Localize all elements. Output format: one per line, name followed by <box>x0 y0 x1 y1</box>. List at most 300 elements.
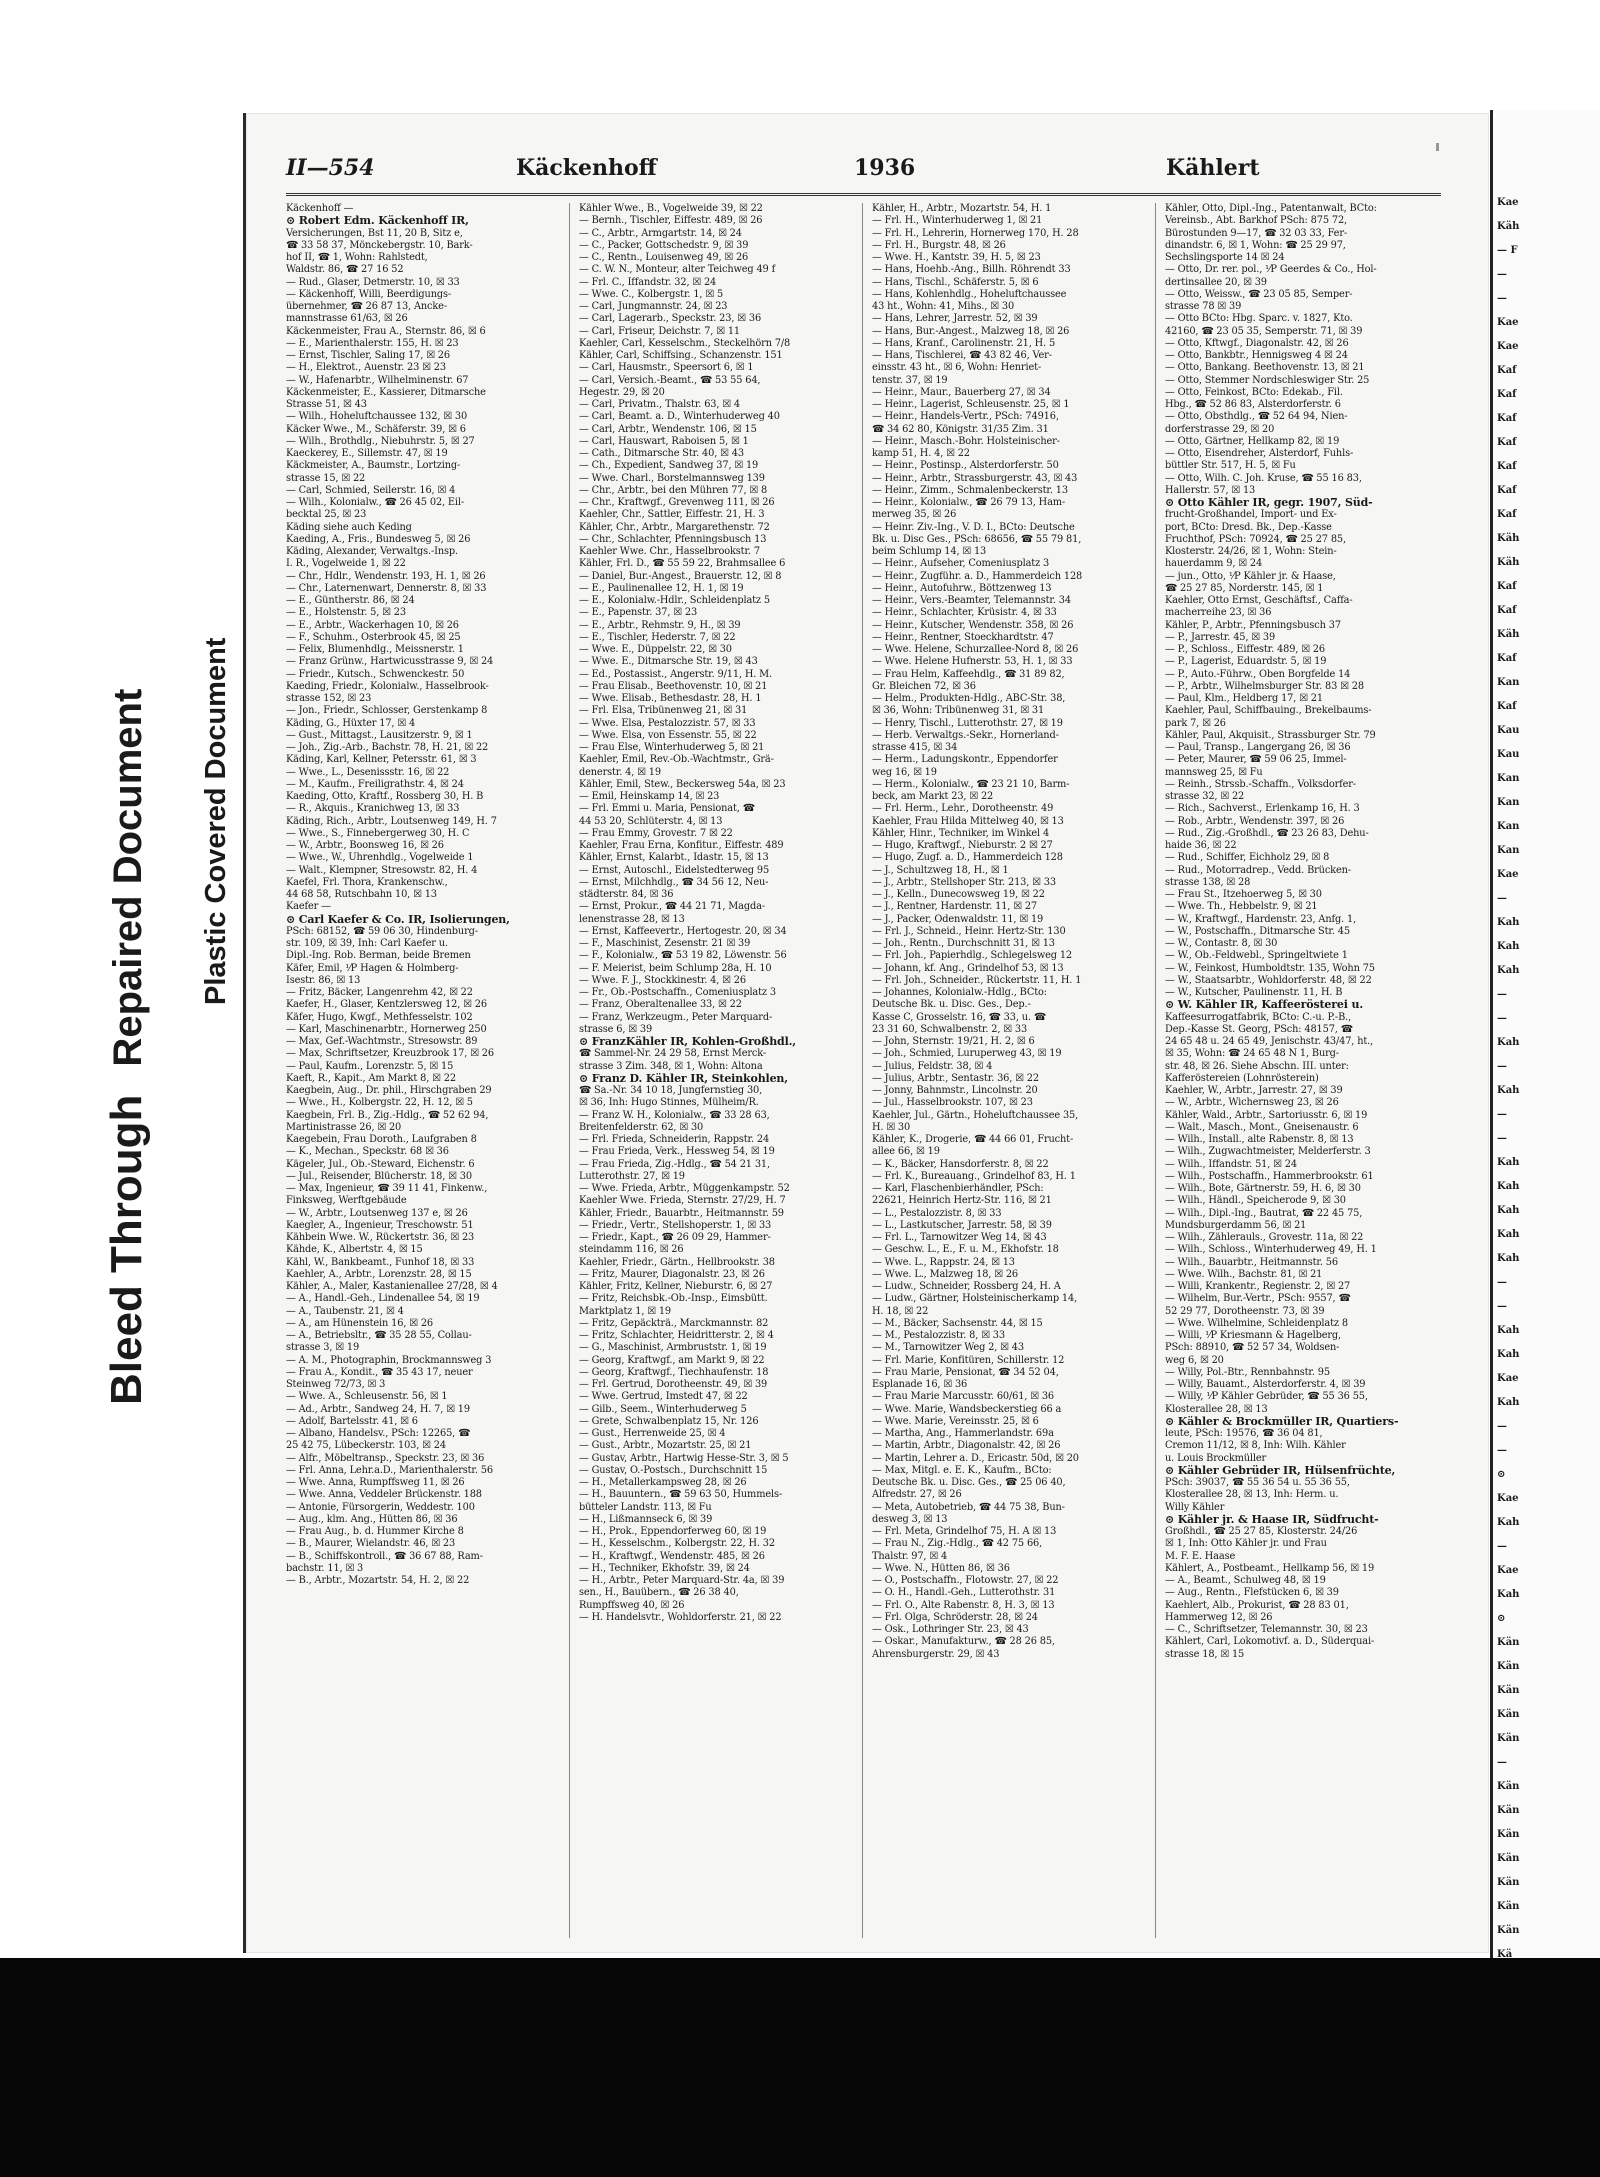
margin-fragment: Kah <box>1497 1085 1520 1096</box>
directory-entry-line: strasse 15, ☒ 22 <box>286 472 366 484</box>
directory-entry-line: — C., Arbtr., Armgartstr. 14, ☒ 24 <box>579 227 742 239</box>
margin-fragment: Kan <box>1497 845 1520 856</box>
directory-entry-line: tenstr. 37, ☒ 19 <box>872 374 948 386</box>
directory-entry-line: — Wwe. Helene, Schurzallee-Nord 8, ☒ 26 <box>872 644 1079 655</box>
directory-entry-line: — Hans, Kohlenhdlg., Hoheluftchaussee <box>872 288 1067 300</box>
scan-mark <box>1436 143 1439 151</box>
directory-entry-line: — K., Mechan., Speckstr. 68 ☒ 36 <box>286 1146 449 1158</box>
directory-entry-line: Kähler, K., Drogerie, ☎ 44 66 01, Frucht- <box>872 1134 1074 1145</box>
directory-entry-line: strasse 152, ☒ 23 <box>286 693 372 704</box>
directory-entry-line: — Karl, Flaschenbierhändler, PSch: <box>872 1183 1044 1194</box>
directory-entry-line: — H. Handelsvtr., Wohldorferstr. 21, ☒ 22 <box>579 1611 782 1623</box>
directory-entry-line: — Fritz, Maurer, Diagonalstr. 23, ☒ 26 <box>579 1268 765 1280</box>
directory-entry-line: — Wwe., H., Kolbergstr. 22, H. 12, ☒ 5 <box>286 1097 473 1109</box>
directory-entry-line: — Frau A., Kondit., ☎ 35 43 17, neuer <box>286 1366 473 1378</box>
directory-entry-line: Kähler, P., Arbtr., Pfenningsbusch 37 <box>1165 619 1341 631</box>
directory-entry-line: strasse 18, ☒ 15 <box>1165 1648 1245 1660</box>
directory-entry-line: — Wilh., Zugwachtmeister, Melderferstr. 3 <box>1165 1146 1371 1158</box>
directory-entry-line: — Jul., Reisender, Blücherstr. 18, ☒ 30 <box>286 1170 472 1182</box>
directory-entry-line: — E., Papenstr. 37, ☒ 23 <box>579 607 698 619</box>
directory-entry-line: Hallerstr. 57, ☒ 13 <box>1165 484 1256 496</box>
margin-fragment: ⊙ <box>1497 1469 1506 1480</box>
directory-entry-line: — Frau Marie, Pensionat, ☎ 34 52 04, <box>872 1366 1059 1378</box>
directory-entry-line: — Carl, Beamt. a. D., Winterhuderweg 40 <box>579 411 780 423</box>
directory-entry-line: Kaehler, Jul., Gärtn., Hoheluftchaussee 35, <box>872 1109 1079 1121</box>
directory-entry-line: 22621, Heinrich Hertz-Str. 116, ☒ 21 <box>872 1195 1052 1207</box>
directory-entry-line: — Aug., klm. Ang., Hütten 86, ☒ 36 <box>286 1513 458 1525</box>
directory-entry-line: — Käckenhoff, Willi, Beerdigungs- <box>286 288 452 300</box>
margin-fragment: — <box>1497 989 1507 1000</box>
directory-entry-line: — E., Marienthalerstr. 155, H. ☒ 23 <box>286 337 459 349</box>
directory-entry-line: — Julius, Arbtr., Sentastr. 36, ☒ 22 <box>872 1072 1039 1084</box>
directory-entry-line: beim Schlump 14, ☒ 13 <box>872 546 987 557</box>
directory-entry-line: — Osk., Lothringer Str. 23, ☒ 43 <box>872 1624 1029 1635</box>
directory-entry-line: — Johann, kf. Ang., Grindelhof 53, ☒ 13 <box>872 962 1064 974</box>
margin-fragment: — <box>1497 1277 1507 1288</box>
margin-fragment: Kän <box>1497 1853 1520 1864</box>
directory-entry-line: — Willi, ¹⁄P Kriesmann & Hagelberg, <box>1165 1330 1341 1341</box>
directory-entry-line: — P., Arbtr., Wilhelmsburger Str. 83 ☒ 28 <box>1165 680 1364 692</box>
directory-entry-line: Kähler, Carl, Schiffsing., Schanzenstr. 151 <box>579 350 783 361</box>
directory-entry-line: weg 6, ☒ 20 <box>1165 1354 1224 1366</box>
directory-entry-line: Sechslingsporte 14 ☒ 24 <box>1165 252 1285 263</box>
directory-entry-line: dinandstr. 6, ☒ 1, Wohn: ☎ 25 29 97, <box>1165 239 1346 251</box>
directory-entry-line: — M., Kaufm., Freiligrathstr. 4, ☒ 24 <box>286 778 464 790</box>
directory-entry-line: — Wwe. Wilh., Bachstr. 81, ☒ 21 <box>1165 1268 1323 1280</box>
margin-fragment: Kän <box>1497 1877 1520 1888</box>
directory-entry-line: Klosterallee 28, ☒ 13, Inh: Herm. u. <box>1165 1489 1339 1501</box>
margin-fragment: — <box>1497 893 1507 904</box>
directory-entry-line: Strasse 51, ☒ 43 <box>286 399 367 410</box>
directory-entry-line: — Jonny, Bahnmstr., Lincolnstr. 20 <box>872 1085 1038 1096</box>
directory-entry-line: ⊙ Kähler jr. & Haase IR, Südfrucht- <box>1165 1513 1379 1526</box>
directory-entry-line: Käckmeister, A., Baumstr., Lortzing- <box>286 460 461 472</box>
margin-fragment: Kah <box>1497 1253 1520 1264</box>
directory-entry-line: — Reinh., Strssb.-Schaffn., Volksdorfer- <box>1165 778 1356 790</box>
repaired-document-text: Repaired Document <box>106 688 150 1067</box>
directory-entry-line: sen., H., Bauübern., ☎ 26 38 40, <box>579 1587 739 1599</box>
directory-entry-line: — Gust., Arbtr., Mozartstr. 25, ☒ 21 <box>579 1440 752 1452</box>
directory-entry-line: Kaehler Wwe. Chr., Hasselbrookstr. 7 <box>579 546 760 557</box>
directory-entry-line: — Ludw., Schneider, Rossberg 24, H. A <box>872 1281 1061 1292</box>
directory-entry-line: Kaffeesurrogatfabrik, BCto: C.-u. P.-B., <box>1165 1011 1352 1023</box>
directory-entry-line: allee 66, ☒ 19 <box>872 1146 940 1158</box>
directory-entry-line: str. 109, ☒ 39, Inh: Carl Kaefer u. <box>286 938 448 949</box>
directory-entry-line: — H., Kraftwgf., Wendenstr. 485, ☒ 26 <box>579 1550 765 1562</box>
directory-entry-line: — Wwe. C., Kolbergstr. 1, ☒ 5 <box>579 288 724 300</box>
directory-entry-line: — Frl. O., Alte Rabenstr. 8, H. 3, ☒ 13 <box>872 1599 1055 1611</box>
directory-entry-line: — Martin, Arbtr., Diagonalstr. 42, ☒ 26 <box>872 1440 1061 1452</box>
directory-entry-line: — Hans, Tischl., Schäferstr. 5, ☒ 6 <box>872 276 1039 288</box>
directory-entry-line: — Frl. Marie, Konfitüren, Schillerstr. 12 <box>872 1354 1065 1366</box>
directory-entry-line: Fruchthof, PSch: 70924, ☎ 25 27 85, <box>1165 533 1346 545</box>
directory-entry-line: Kaehler, Frau Erna, Konfitur., Eiffestr. 489 <box>579 840 784 851</box>
directory-entry-line: Kaegbein, Frl. B., Zig.-Hdlg., ☎ 52 62 94, <box>286 1109 489 1121</box>
directory-entry-line: Thalstr. 97, ☒ 4 <box>872 1550 948 1562</box>
directory-entry-line: — Heinr., Kutscher, Wendenstr. 358, ☒ 26 <box>872 619 1074 631</box>
directory-entry-line: ⊙ Carl Kaefer & Co. IR, Isolierungen, <box>286 913 510 926</box>
directory-entry-line: — Frau St., Itzehoerweg 5, ☒ 30 <box>1165 889 1322 900</box>
directory-entry-line: — Willi, Krankentr., Regienstr. 2, ☒ 27 <box>1165 1281 1351 1292</box>
directory-entry-line: Kaehler, Otto Ernst, Geschäftsf., Caffa- <box>1165 595 1353 606</box>
directory-entry-line: — Fritz, Gepäckträ., Marckmannstr. 82 <box>579 1317 769 1329</box>
directory-entry-line: Breitenfelderstr. 62, ☒ 30 <box>579 1121 704 1133</box>
directory-entry-line: — P., Lagerist, Eduardstr. 5, ☒ 19 <box>1165 656 1327 668</box>
directory-entry-line: — W., Arbtr., Wichernsweg 23, ☒ 26 <box>1165 1097 1339 1109</box>
directory-entry-line: — W., Arbtr., Boonsweg 16, ☒ 26 <box>286 840 444 851</box>
directory-columns <box>284 203 1449 1943</box>
directory-entry-line: Kähler, Otto, Dipl.-Ing., Patentanwalt, BCto: <box>1165 203 1377 214</box>
directory-entry-line: Kähler, Hinr., Techniker, im Winkel 4 <box>872 827 1050 839</box>
directory-entry-line: Deutsche Bk. u. Disc. Ges., ☎ 25 06 40, <box>872 1477 1066 1488</box>
directory-entry-line: — Frl. Herm., Lehr., Dorotheenstr. 49 <box>872 803 1054 815</box>
directory-entry-line: — H., Bauuntern., ☎ 59 63 50, Hummels- <box>579 1489 783 1501</box>
directory-entry-line: Käckenmeister, E., Kassierer, Ditmarsche <box>286 386 486 398</box>
directory-entry-line: Rumpffsweg 40, ☒ 26 <box>579 1599 685 1611</box>
directory-entry-line: — Wwe. Wilhelmine, Schleidenplatz 8 <box>1165 1317 1348 1329</box>
margin-fragment: — <box>1497 1109 1507 1120</box>
margin-fragment: — <box>1497 1445 1507 1456</box>
directory-entry-line: strasse 78 ☒ 39 <box>1165 301 1242 312</box>
directory-entry-line: dertinsallee 20, ☒ 39 <box>1165 276 1267 288</box>
directory-entry-line: — A., Betriebsltr., ☎ 35 28 55, Collau- <box>286 1330 472 1341</box>
directory-entry-line: — Otto, Gärtner, Hellkamp 82, ☒ 19 <box>1165 435 1340 447</box>
directory-entry-line: — Heinr., Zugführ. a. D., Hammerdeich 128 <box>872 570 1083 582</box>
directory-entry-line: — A. M., Photographin, Brockmannsweg 3 <box>286 1354 492 1366</box>
directory-entry-line: — Chr., Laternenwart, Dennerstr. 8, ☒ 33 <box>286 582 487 594</box>
directory-entry-line: — Wwe. Helene Hufnerstr. 53, H. 1, ☒ 33 <box>872 656 1073 668</box>
directory-entry-line: Kähl, W., Bankbeamt., Funhof 18, ☒ 33 <box>286 1256 475 1268</box>
directory-entry-line: — Ernst, Autoschl., Eidelstedterweg 95 <box>579 864 770 876</box>
margin-fragment: Kah <box>1497 1589 1520 1600</box>
directory-entry-line: — Carl, Jungmannstr. 24, ☒ 23 <box>579 301 728 312</box>
directory-entry-line: — Wwe. Marie, Vereinsstr. 25, ☒ 6 <box>872 1415 1039 1427</box>
directory-entry-line: mannstrasse 61/63, ☒ 26 <box>286 313 408 325</box>
directory-entry-line: — Hans, Bur.-Angest., Malzweg 18, ☒ 26 <box>872 325 1070 337</box>
directory-entry-line: — Gust., Mittagst., Lausitzerstr. 9, ☒ 1 <box>286 729 473 741</box>
directory-entry-line: merweg 35, ☒ 26 <box>872 509 957 521</box>
directory-entry-line: — Heinr., Aufseher, Comeniusplatz 3 <box>872 558 1050 570</box>
directory-entry-line: — Hans, Tischlerei, ☎ 43 82 46, Ver- <box>872 350 1052 361</box>
directory-entry-line: — L., Pestalozzistr. 8, ☒ 33 <box>872 1207 1002 1219</box>
margin-fragment: Kae <box>1497 317 1519 328</box>
bleed-through-text: Bleed Through <box>102 1094 151 1405</box>
column-2 <box>577 203 863 1938</box>
directory-entry-line: — Rob., Arbtr., Wendenstr. 397, ☒ 26 <box>1165 815 1345 827</box>
directory-entry-line: — Herm., Ladungskontr., Eppendorfer <box>872 754 1058 766</box>
directory-entry-line: — Herm., Kolonialw., ☎ 23 21 10, Barm- <box>872 778 1070 790</box>
directory-entry-line: park 7, ☒ 26 <box>1165 717 1226 729</box>
directory-entry-line: ⊙ Franz D. Kähler IR, Steinkohlen, <box>579 1072 788 1085</box>
directory-entry-line: — Heinr., Masch.-Bohr. Holsteinischer- <box>872 435 1060 447</box>
plastic-covered-text: Plastic Covered Document <box>200 637 232 1005</box>
directory-entry-line: ☎ 34 62 80, Königstr. 31/35 Zim. 31 <box>872 423 1049 435</box>
directory-entry-line: Kähler, Chr., Arbtr., Margarethenstr. 72 <box>579 521 770 533</box>
margin-fragment: Kän <box>1497 1781 1520 1792</box>
directory-entry-line: strasse 3 Zim. 348, ☒ 1, Wohn: Altona <box>579 1060 763 1072</box>
directory-entry-line: Dep.-Kasse St. Georg, PSch: 48157, ☎ <box>1165 1023 1353 1035</box>
directory-entry-line: — Walt., Masch., Mont., Gneisenaustr. 6 <box>1165 1121 1359 1133</box>
directory-entry-line: Kaegler, A., Ingenieur, Treschowstr. 51 <box>286 1219 474 1231</box>
margin-fragment: Kaf <box>1497 485 1517 496</box>
directory-entry-line: — Ernst, Kaffeevertr., Hertogestr. 20, ☒ 34 <box>579 925 787 937</box>
margin-fragment: Kaf <box>1497 389 1517 400</box>
directory-entry-line: Käcker Wwe., M., Schäferstr. 39, ☒ 6 <box>286 423 466 435</box>
directory-entry-line: — H., Arbtr., Peter Marquard-Str. 4a, ☒ 39 <box>579 1575 785 1586</box>
directory-entry-line: ☎ Sa.-Nr. 34 10 18, Jungfernstieg 30, <box>579 1085 763 1096</box>
directory-entry-line: — Frau Aug., b. d. Hummer Kirche 8 <box>286 1526 464 1537</box>
directory-entry-line: — Helm., Produkten-Hdlg., ABC-Str. 38, <box>872 693 1066 704</box>
directory-entry-line: — J., Schultzweg 18, H., ☒ 1 <box>872 864 1009 876</box>
directory-entry-line: Kaeft, R., Kapit., Am Markt 8, ☒ 22 <box>286 1072 456 1084</box>
directory-entry-line: — C. W. N., Monteur, alter Teichweg 49 f <box>579 264 776 276</box>
directory-entry-line: — Wwe. N., Hütten 86, ☒ 36 <box>872 1562 1010 1574</box>
directory-entry-line: — E., Tischler, Hederstr. 7, ☒ 22 <box>579 631 736 643</box>
directory-entry-line: — Wilh., Händl., Speicherode 9, ☒ 30 <box>1165 1195 1346 1207</box>
directory-entry-line: — Georg, Kraftwgf., am Markt 9, ☒ 22 <box>579 1354 765 1366</box>
margin-fragment: — F <box>1497 245 1518 256</box>
directory-entry-line: — K., Bäcker, Hansdorferstr. 8, ☒ 22 <box>872 1158 1049 1170</box>
directory-entry-line: — E., Kolonialw.-Hdlr., Schleidenplatz 5 <box>579 595 770 606</box>
directory-entry-line: — Frl. Olga, Schröderstr. 28, ☒ 24 <box>872 1611 1038 1623</box>
directory-entry-line: Hbg., ☎ 52 86 83, Alsterdorferstr. 6 <box>1165 399 1341 410</box>
directory-entry-line: — Ernst, Milchhdlg., ☎ 34 56 12, Neu- <box>579 876 769 888</box>
directory-entry-line: — Heinr., Maur., Bauerberg 27, ☒ 34 <box>872 386 1051 398</box>
directory-entry-line: — Frl. Joh., Papierhdlg., Schlegelsweg 12 <box>872 950 1072 962</box>
directory-entry-line: — Otto, Feinkost, BCto: Edekab., Fil. <box>1165 386 1343 398</box>
margin-fragment: Kän <box>1497 1709 1520 1720</box>
directory-entry-line: — Oskar., Manufakturw., ☎ 28 26 85, <box>872 1636 1055 1648</box>
directory-entry-line: — Frl. C., Iffandstr. 32, ☒ 24 <box>579 276 717 288</box>
directory-entry-line: — A., Taubenstr. 21, ☒ 4 <box>286 1305 404 1317</box>
directory-entry-line: — Heinr., Schlachter, Krüsistr. 4, ☒ 33 <box>872 607 1057 619</box>
directory-entry-line: dorferstrasse 29, ☒ 20 <box>1165 423 1275 435</box>
directory-entry-line: — Frl. Anna, Lehr.a.D., Marienthalerstr. 56 <box>286 1464 493 1476</box>
directory-entry-line: — Willy, Bauamt., Alsterdorferstr. 4, ☒ 39 <box>1165 1379 1366 1390</box>
directory-entry-line: — Wwe. Charl., Borstelmannsweg 139 <box>579 472 765 484</box>
directory-entry-line: Vereinsb., Abt. Barkhof PSch: 875 72, <box>1165 215 1348 227</box>
margin-fragment: Kä <box>1497 1949 1513 1960</box>
directory-entry-line: — Geschw. L., E., F. u. M., Ekhofstr. 18 <box>872 1244 1059 1256</box>
directory-entry-line: Kähler, Paul, Akquisit., Strassburger Str. 79 <box>1165 729 1376 741</box>
directory-entry-line: — W., Ob.-Feldwebl., Springeltwiete 1 <box>1165 950 1348 962</box>
directory-entry-line: — B., Schiffskontroll., ☎ 36 67 88, Ram- <box>286 1550 483 1562</box>
directory-entry-line: Lutterothstr. 27, ☒ 19 <box>579 1170 685 1182</box>
directory-entry-line: — Frl. H., Winterhuderweg 1, ☒ 21 <box>872 215 1043 227</box>
directory-entry-line: Deutsche Bk. u. Disc. Ges., Dep.- <box>872 999 1031 1011</box>
directory-entry-line: — Friedr., Kutsch., Schwenckestr. 50 <box>286 668 465 680</box>
directory-entry-line: — Alfr., Möbeltransp., Speckstr. 23, ☒ 36 <box>286 1452 485 1464</box>
directory-entry-line: Kähler, A., Maler, Kastanienallee 27/28, ☒ 4 <box>286 1281 498 1292</box>
directory-entry-line: — W., Kutscher, Paulinenstr. 11, H. B <box>1165 987 1343 998</box>
directory-entry-line: Kähbein Wwe. W., Rückertstr. 36, ☒ 23 <box>286 1232 475 1243</box>
margin-fragment: Kah <box>1497 1205 1520 1216</box>
directory-entry-line: — Otto BCto: Hbg. Sparc. v. 1827, Kto. <box>1165 313 1353 325</box>
directory-entry-line: — Carl, Hauswart, Raboisen 5, ☒ 1 <box>579 435 749 447</box>
directory-entry-line: strasse 138, ☒ 28 <box>1165 876 1251 888</box>
directory-entry-line: — P., Schloss., Eiffestr. 489, ☒ 26 <box>1165 644 1325 655</box>
directory-entry-line: — Wwe. Elsa, von Essenstr. 55, ☒ 22 <box>579 729 757 741</box>
directory-entry-line: Kähler, Fritz, Kellner, Nieburstr. 6, ☒ 27 <box>579 1281 773 1292</box>
directory-entry-line: hof II, ☎ 1, Wohn: Rahlstedt, <box>286 252 428 263</box>
directory-entry-line: — Frl. H., Burgstr. 48, ☒ 26 <box>872 239 1006 251</box>
directory-entry-line: Dipl.-Ing. Rob. Berman, beide Bremen <box>286 950 471 962</box>
directory-entry-line: Kaehlert, Alb., Prokurist, ☎ 28 83 01, <box>1165 1599 1349 1611</box>
directory-entry-line: Gr. Bleichen 72, ☒ 36 <box>872 680 976 692</box>
directory-entry-line: — W., Contastr. 8, ☒ 30 <box>1165 938 1278 949</box>
directory-entry-line: — Otto, Bankbtr., Hennigsweg 4 ☒ 24 <box>1165 350 1348 361</box>
margin-fragment: — <box>1497 1133 1507 1144</box>
directory-entry-line: Marktplatz 1, ☒ 19 <box>579 1305 672 1317</box>
directory-entry-line: — Frau Emmy, Grovestr. 7 ☒ 22 <box>579 827 733 839</box>
directory-entry-line: — Heinr., Arbtr., Strassburgerstr. 43, ☒ 43 <box>872 472 1078 484</box>
directory-entry-line: — W., Postschaffn., Ditmarsche Str. 45 <box>1165 925 1350 937</box>
directory-entry-line: — Frl. Frieda, Schneiderin, Rappstr. 24 <box>579 1134 770 1145</box>
margin-fragment: Kae <box>1497 1493 1519 1504</box>
directory-entry-line: — Wwe. Th., Hebbelstr. 9, ☒ 21 <box>1165 901 1318 913</box>
directory-entry-line: ☎ Sammel-Nr. 24 29 58, Ernst Merck- <box>579 1048 766 1060</box>
directory-entry-line: — Wwe. Gertrud, Imstedt 47, ☒ 22 <box>579 1391 748 1403</box>
directory-entry-line: — Otto, Dr. rer. pol., ¹⁄P Geerdes & Co., Hol- <box>1165 264 1377 276</box>
directory-entry-line: strasse 32, ☒ 22 <box>1165 791 1245 802</box>
directory-entry-line: — Gilb., Seem., Winterhuderweg 5 <box>579 1403 747 1415</box>
directory-entry-line: strasse 6, ☒ 39 <box>579 1023 653 1035</box>
directory-entry-line: bütteler Landstr. 113, ☒ Fu <box>579 1501 712 1513</box>
margin-fragment: Käh <box>1497 533 1520 544</box>
scan-background-bottom <box>0 1958 1600 2177</box>
directory-entry-line: Alfredstr. 27, ☒ 26 <box>872 1489 962 1501</box>
directory-entry-line: — Franz W. H., Kolonialw., ☎ 33 28 63, <box>579 1109 770 1121</box>
directory-entry-line: H. 18, ☒ 22 <box>872 1305 929 1317</box>
directory-entry-line: — Ad., Arbtr., Sandweg 24, H. 7, ☒ 19 <box>286 1403 470 1415</box>
margin-fragment: Kaf <box>1497 461 1517 472</box>
directory-entry-line: — Friedr., Kapt., ☎ 26 09 29, Hammer- <box>579 1232 771 1243</box>
directory-entry-line: — Hans, Kranf., Carolinenstr. 21, H. 5 <box>872 337 1056 349</box>
directory-entry-line: — B., Maurer, Wielandstr. 46, ☒ 23 <box>286 1538 456 1550</box>
directory-entry-line: — H., Techniker, Ekhofstr. 39, ☒ 24 <box>579 1562 750 1574</box>
directory-entry-line: — H., Kesselschm., Kolbergstr. 22, H. 32 <box>579 1538 775 1550</box>
directory-entry-line: — Wilh., Bauarbtr., Heitmannstr. 56 <box>1165 1256 1338 1268</box>
directory-entry-line: u. Louis Brockmüller <box>1165 1452 1267 1464</box>
directory-entry-line: — P., Jarrestr. 45, ☒ 39 <box>1165 631 1276 643</box>
directory-entry-line: Kaehler, Carl, Kesselschm., Steckelhörn 7/8 <box>579 337 791 349</box>
directory-entry-line: denerstr. 4, ☒ 19 <box>579 766 661 778</box>
directory-entry-line: — Frau Frieda, Zig.-Hdlg., ☎ 54 21 31, <box>579 1158 770 1170</box>
directory-entry-line: — J., Packer, Odenwaldstr. 11, ☒ 19 <box>872 913 1044 925</box>
directory-entry-line: Waldstr. 86, ☎ 27 16 52 <box>286 264 404 276</box>
directory-entry-line: — Chr., Schlachter, Pfenningsbusch 13 <box>579 533 767 545</box>
directory-entry-line: Kaefel, Frl. Thora, Krankenschw., <box>286 876 448 888</box>
directory-entry-line: Martinistrasse 26, ☒ 20 <box>286 1121 402 1133</box>
directory-entry-line: — Max, Mitgl. e. E. K., Kaufm., BCto: <box>872 1464 1052 1476</box>
margin-fragment: — <box>1497 1301 1507 1312</box>
directory-entry-line: — Wilh., Iffandstr. 51, ☒ 24 <box>1165 1158 1297 1170</box>
directory-entry-line: Käding, Alexander, Verwaltgs.-Insp. <box>286 546 458 557</box>
margin-fragment: Kau <box>1497 725 1520 736</box>
directory-entry-line: Willy Kähler <box>1165 1501 1225 1513</box>
directory-entry-line: — A., Handl.-Geh., Lindenallee 54, ☒ 19 <box>286 1293 480 1305</box>
directory-entry-line: — Julius, Feldstr. 38, ☒ 4 <box>872 1060 993 1072</box>
directory-entry-line: — Wwe. E., Düppelstr. 22, ☒ 30 <box>579 644 732 655</box>
margin-fragment: Kän <box>1497 1685 1520 1696</box>
directory-entry-line: Versicherungen, Bst 11, 20 B, Sitz e, <box>286 227 463 239</box>
directory-entry-line: mannsweg 25, ☒ Fu <box>1165 766 1263 778</box>
directory-entry-line: I. R., Vogelweide 1, ☒ 22 <box>286 558 406 570</box>
directory-entry-line: haide 36, ☒ 22 <box>1165 840 1237 851</box>
directory-entry-line: ☎ 25 27 85, Norderstr. 145, ☒ 1 <box>1165 582 1324 594</box>
directory-entry-line: — Hugo, Zugf. a. D., Hammerdeich 128 <box>872 852 1063 864</box>
margin-fragment: Kän <box>1497 1829 1520 1840</box>
directory-entry-line: — Felix, Blumenhdlg., Meissnerstr. 1 <box>286 644 464 655</box>
directory-entry-line: — A., am Hünenstein 16, ☒ 26 <box>286 1317 434 1329</box>
directory-entry-line: — Heinr., Postinsp., Alsterdorferstr. 50 <box>872 460 1059 472</box>
margin-fragment: — <box>1497 1541 1507 1552</box>
margin-fragment: Kaf <box>1497 581 1517 592</box>
directory-entry-line: Kähler, Wald., Arbtr., Sartoriusstr. 6, ☒ 19 <box>1165 1109 1368 1121</box>
header-year: 1936 <box>854 155 916 181</box>
directory-entry-line: — Otto, Kftwgf., Diagonalstr. 42, ☒ 26 <box>1165 337 1349 349</box>
directory-entry-line: — H., Lißmannseck 6, ☒ 39 <box>579 1513 713 1525</box>
margin-fragment: — <box>1497 269 1507 280</box>
directory-entry-line: — Wwe. Marie, Wandsbeckerstieg 66 a <box>872 1403 1062 1415</box>
margin-fragment: — <box>1497 1421 1507 1432</box>
directory-entry-line: — Otto, Obsthdlg., ☎ 52 64 94, Nien- <box>1165 411 1348 423</box>
directory-entry-line: — Wwe. Elisab., Bethesdastr. 28, H. 1 <box>579 693 762 704</box>
directory-entry-line: — Heinr., Handels-Vertr., PSch: 74916, <box>872 411 1059 423</box>
directory-entry-line: — Franz, Oberaltenallee 33, ☒ 22 <box>579 999 742 1011</box>
directory-entry-line: — Hans, Lehrer, Jarrestr. 52, ☒ 39 <box>872 313 1038 325</box>
directory-entry-line: Kaeding, Friedr., Kolonialw., Hasselbrook- <box>286 680 489 692</box>
directory-entry-line: — Gustav, O.-Postsch., Durchschnitt 15 <box>579 1464 768 1476</box>
directory-entry-line: Kaehler, Friedr., Gärtn., Hellbrookstr. 38 <box>579 1256 775 1268</box>
directory-entry-line: Kaefer, H., Glaser, Kentzlersweg 12, ☒ 26 <box>286 999 487 1011</box>
directory-entry-line: — Carl, Hausmstr., Speersort 6, ☒ 1 <box>579 362 754 374</box>
directory-entry-line: — Frau Elisab., Beethovenstr. 10, ☒ 21 <box>579 680 768 692</box>
directory-entry-line: — M., Bäcker, Sachsenstr. 44, ☒ 15 <box>872 1317 1043 1329</box>
directory-entry-line: — Frl. K., Bureauang., Grindelhof 83, H. 1 <box>872 1170 1076 1182</box>
directory-entry-line: — Jon., Friedr., Schlosser, Gerstenkamp 8 <box>286 705 488 717</box>
directory-entry-line: PSch: 68152, ☎ 59 06 30, Hindenburg- <box>286 925 478 937</box>
directory-entry-line: — Henry, Tischl., Lutterothstr. 27, ☒ 19 <box>872 717 1063 729</box>
directory-entry-line: — Adolf, Bartelsstr. 41, ☒ 6 <box>286 1415 418 1427</box>
directory-entry-line: — E., Arbtr., Rehmstr. 9, H., ☒ 39 <box>579 619 741 631</box>
directory-entry-line: Bk. u. Disc Ges., PSch: 68656, ☎ 55 79 81, <box>872 533 1082 545</box>
directory-entry-line: — Emil, Heinskamp 14, ☒ 23 <box>579 791 720 802</box>
directory-entry-line: — Max, Schriftsetzer, Kreuzbrook 17, ☒ 26 <box>286 1048 494 1060</box>
margin-fragment: Kaf <box>1497 413 1517 424</box>
margin-fragment: Kah <box>1497 1037 1520 1048</box>
directory-entry-line: — Joh., Zig.-Arb., Bachstr. 78, H. 21, ☒ 22 <box>286 742 489 753</box>
margin-fragment: Kän <box>1497 1661 1520 1672</box>
directory-entry-line: — G., Maschinist, Armbruststr. 1, ☒ 19 <box>579 1342 767 1354</box>
margin-fragment: Kän <box>1497 1637 1520 1648</box>
header-first-entry: Käckenhoff <box>516 155 657 181</box>
margin-fragment: — <box>1497 1061 1507 1072</box>
directory-entry-line: port, BCto: Dresd. Bk., Dep.-Kasse <box>1165 521 1332 533</box>
directory-entry-line: — Cath., Ditmarsche Str. 40, ☒ 43 <box>579 448 744 459</box>
directory-entry-line: — Heinr., Lagerist, Schleusenstr. 25, ☒ 1 <box>872 399 1070 410</box>
directory-entry-line: Kähde, K., Albertstr. 4, ☒ 15 <box>286 1244 423 1256</box>
directory-entry-line: Cremon 11/12, ☒ 8, Inh: Wilh. Kähler <box>1165 1440 1346 1452</box>
directory-entry-line: Kaehler, Frau Hilda Mittelweg 40, ☒ 13 <box>872 815 1064 827</box>
margin-fragment: Kan <box>1497 677 1520 688</box>
directory-entry-line: — Frl. L., Tarnowitzer Weg 14, ☒ 43 <box>872 1232 1047 1243</box>
directory-entry-line: Kaegbein, Aug., Dr. phil., Hirschgraben 29 <box>286 1085 492 1096</box>
directory-entry-line: — P., Auto.-Führw., Oben Borgfelde 14 <box>1165 668 1351 680</box>
directory-entry-line: — W., Feinkost, Humboldtstr. 135, Wohn 75 <box>1165 962 1375 974</box>
directory-entry-line: beck, am Markt 23, ☒ 22 <box>872 791 994 802</box>
directory-entry-line: Großhdl., ☎ 25 27 85, Klosterstr. 24/26 <box>1165 1526 1358 1537</box>
